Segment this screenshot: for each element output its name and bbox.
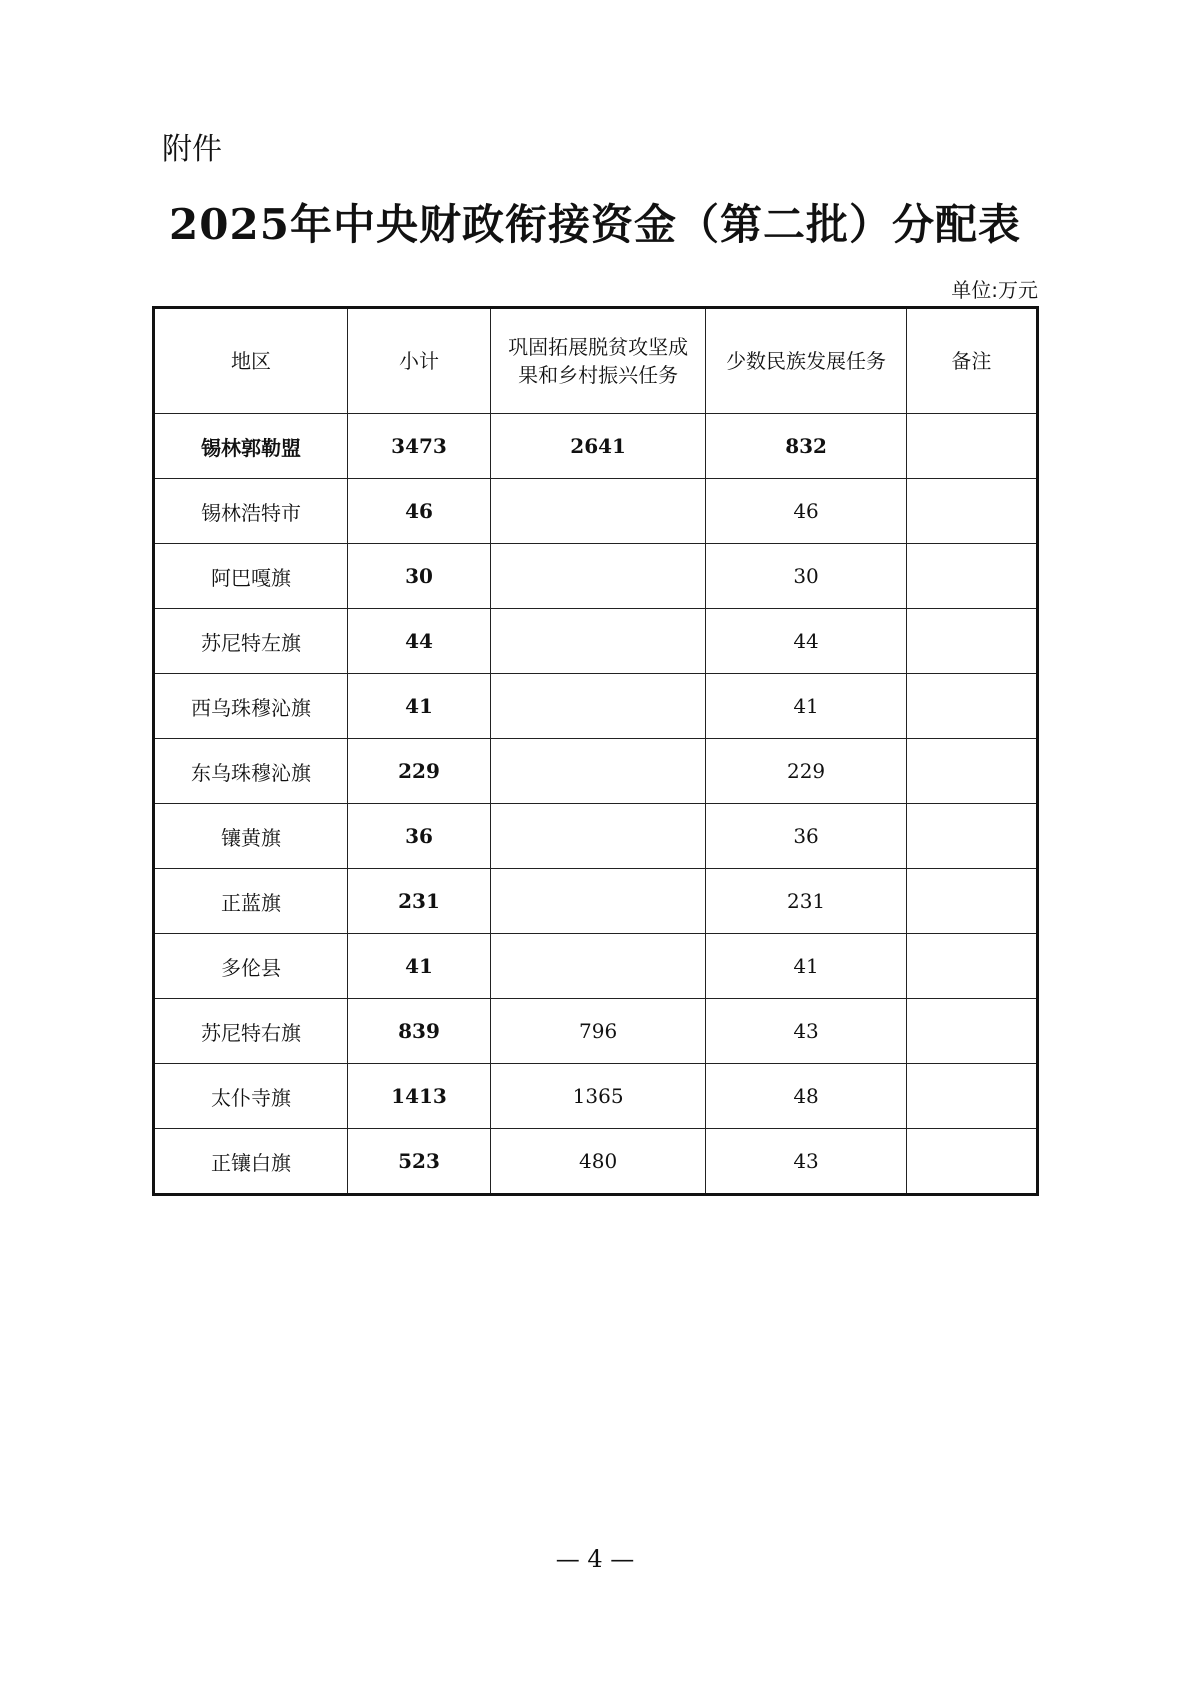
table-row (154, 1129, 1038, 1195)
cell-subtotal: 41 (348, 674, 491, 739)
table-row (154, 934, 1038, 999)
cell-minority-development: 832 (706, 414, 906, 479)
table-body (154, 414, 1038, 1195)
table-row-total (154, 414, 1038, 479)
cell-region: 镶黄旗 (154, 804, 348, 869)
cell-note (906, 999, 1037, 1064)
unit-label: 单位:万元 (951, 278, 1038, 302)
table-row (154, 479, 1038, 544)
attachment-label: 附件 (162, 132, 222, 167)
table-row (154, 609, 1038, 674)
cell-minority-development: 41 (706, 934, 906, 999)
table-row (154, 739, 1038, 804)
cell-rural-revitalization: 2641 (490, 414, 705, 479)
page-number: — 4 — (555, 1545, 635, 1573)
cell-subtotal: 523 (348, 1129, 491, 1195)
cell-region: 苏尼特左旗 (154, 609, 348, 674)
table-row (154, 804, 1038, 869)
header-note: 备注 (906, 308, 1037, 414)
cell-subtotal: 1413 (348, 1064, 491, 1129)
cell-rural-revitalization (490, 609, 705, 674)
cell-rural-revitalization (490, 544, 705, 609)
cell-subtotal: 231 (348, 869, 491, 934)
cell-note (906, 1064, 1037, 1129)
cell-note (906, 1129, 1037, 1195)
cell-region: 苏尼特右旗 (154, 999, 348, 1064)
table-row (154, 999, 1038, 1064)
cell-minority-development: 43 (706, 1129, 906, 1195)
cell-note (906, 544, 1037, 609)
cell-rural-revitalization: 1365 (490, 1064, 705, 1129)
cell-minority-development: 229 (706, 739, 906, 804)
cell-note (906, 804, 1037, 869)
cell-subtotal: 46 (348, 479, 491, 544)
cell-note (906, 934, 1037, 999)
cell-rural-revitalization (490, 479, 705, 544)
cell-note (906, 674, 1037, 739)
cell-subtotal: 36 (348, 804, 491, 869)
cell-minority-development: 30 (706, 544, 906, 609)
cell-minority-development: 48 (706, 1064, 906, 1129)
cell-region: 东乌珠穆沁旗 (154, 739, 348, 804)
cell-region: 锡林浩特市 (154, 479, 348, 544)
page-title: 2025年中央财政衔接资金（第二批）分配表 (169, 200, 1021, 249)
cell-region: 太仆寺旗 (154, 1064, 348, 1129)
cell-subtotal: 839 (348, 999, 491, 1064)
cell-minority-development: 43 (706, 999, 906, 1064)
cell-note (906, 739, 1037, 804)
cell-subtotal: 3473 (348, 414, 491, 479)
cell-rural-revitalization (490, 934, 705, 999)
table-row (154, 1064, 1038, 1129)
table-header-row (154, 308, 1038, 414)
cell-subtotal: 229 (348, 739, 491, 804)
cell-region: 正镶白旗 (154, 1129, 348, 1195)
header-rural-revitalization: 巩固拓展脱贫攻坚成果和乡村振兴任务 (490, 308, 705, 414)
cell-region: 多伦县 (154, 934, 348, 999)
cell-minority-development: 41 (706, 674, 906, 739)
cell-subtotal: 30 (348, 544, 491, 609)
cell-rural-revitalization (490, 804, 705, 869)
header-minority-development: 少数民族发展任务 (706, 308, 906, 414)
cell-rural-revitalization (490, 739, 705, 804)
table-row (154, 544, 1038, 609)
cell-minority-development: 36 (706, 804, 906, 869)
cell-minority-development: 231 (706, 869, 906, 934)
cell-rural-revitalization: 480 (490, 1129, 705, 1195)
cell-subtotal: 44 (348, 609, 491, 674)
cell-rural-revitalization: 796 (490, 999, 705, 1064)
table-row (154, 869, 1038, 934)
cell-subtotal: 41 (348, 934, 491, 999)
header-region: 地区 (154, 308, 348, 414)
cell-rural-revitalization (490, 674, 705, 739)
cell-note (906, 869, 1037, 934)
cell-note (906, 479, 1037, 544)
header-subtotal: 小计 (348, 308, 491, 414)
cell-region: 锡林郭勒盟 (154, 414, 348, 479)
cell-minority-development: 46 (706, 479, 906, 544)
cell-region: 西乌珠穆沁旗 (154, 674, 348, 739)
cell-region: 正蓝旗 (154, 869, 348, 934)
cell-region: 阿巴嘎旗 (154, 544, 348, 609)
table-row (154, 674, 1038, 739)
cell-rural-revitalization (490, 869, 705, 934)
cell-note (906, 414, 1037, 479)
allocation-table (152, 306, 1039, 1196)
cell-minority-development: 44 (706, 609, 906, 674)
cell-note (906, 609, 1037, 674)
